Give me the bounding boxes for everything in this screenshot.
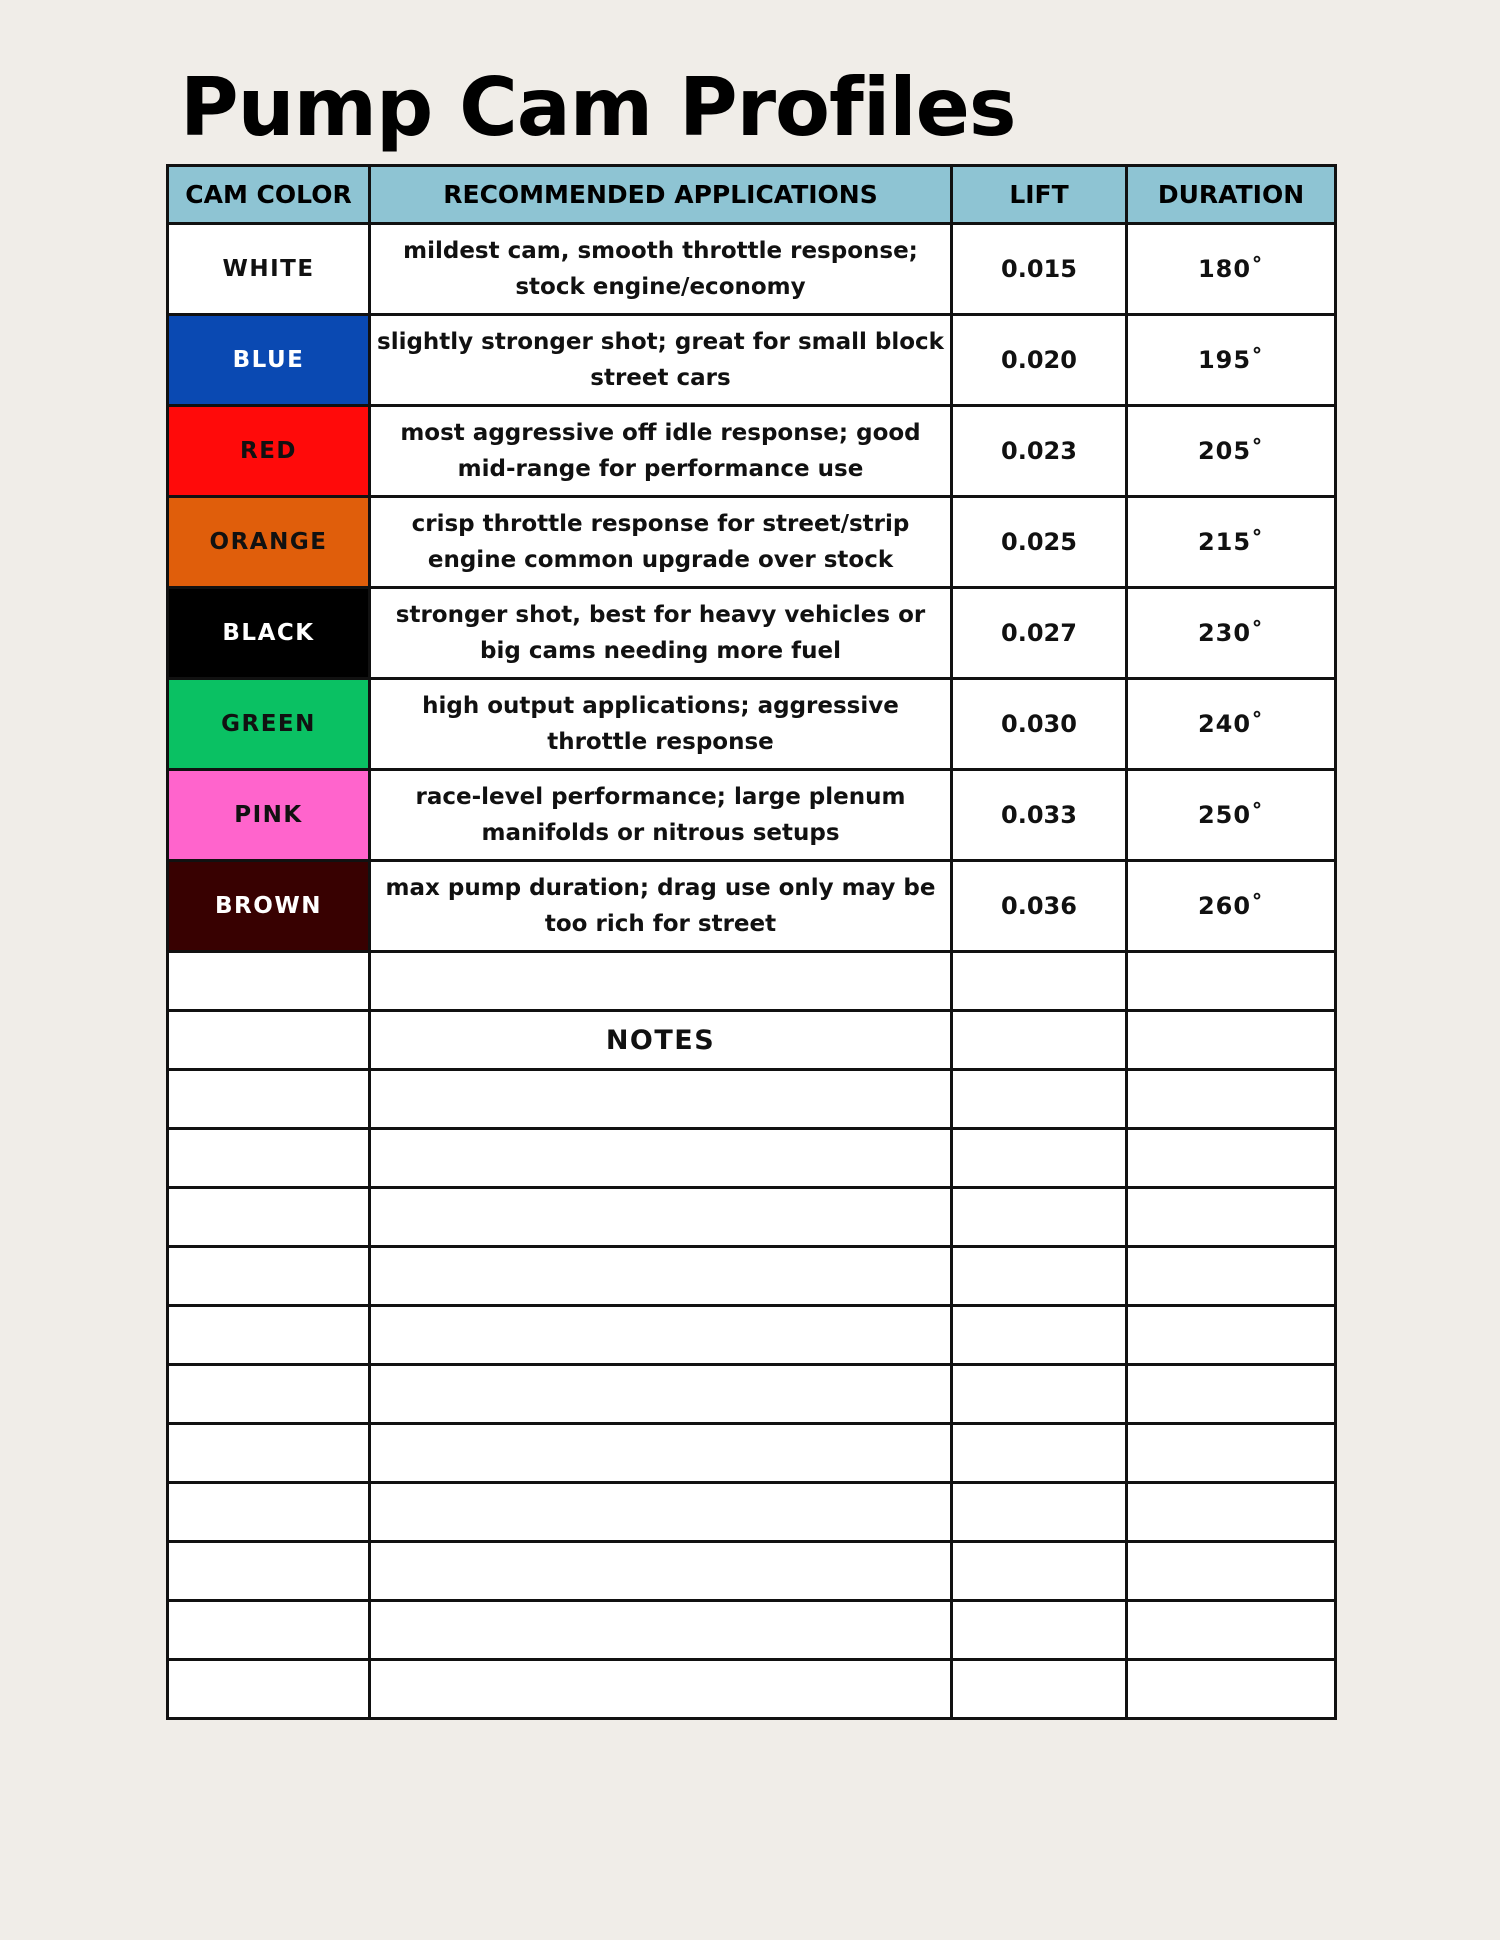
blank-cell (952, 1188, 1127, 1247)
blank-row (168, 1483, 1336, 1542)
cam-color-swatch: BROWN (168, 861, 370, 952)
blank-cell (952, 1483, 1127, 1542)
lift-cell: 0.025 (952, 497, 1127, 588)
blank-cell (1127, 1129, 1336, 1188)
blank-cell (1127, 1601, 1336, 1660)
recommended-applications-cell: high output applications; aggressive throttle response (370, 679, 952, 770)
blank-cell (370, 1306, 952, 1365)
blank-cell (952, 1070, 1127, 1129)
blank-cell (370, 1365, 952, 1424)
blank-cell (168, 1247, 370, 1306)
lift-cell: 0.023 (952, 406, 1127, 497)
blank-cell (952, 1542, 1127, 1601)
blank-cell (1127, 1424, 1336, 1483)
blank-row (168, 1660, 1336, 1719)
blank-cell (1127, 1365, 1336, 1424)
blank-cell (952, 1306, 1127, 1365)
blank-cell (952, 1247, 1127, 1306)
header-lift: LIFT (952, 166, 1127, 224)
blank-cell (370, 1542, 952, 1601)
table-row (168, 315, 1336, 406)
blank-cell (952, 1129, 1127, 1188)
blank-cell (370, 1660, 952, 1719)
recommended-applications-cell: slightly stronger shot; great for small block street cars (370, 315, 952, 406)
blank-row (168, 1306, 1336, 1365)
duration-cell: 230˚ (1127, 588, 1336, 679)
duration-cell: 215˚ (1127, 497, 1336, 588)
duration-cell: 205˚ (1127, 406, 1336, 497)
blank-cell (952, 1365, 1127, 1424)
cam-profiles-table (166, 164, 1337, 1720)
blank-cell (1127, 1306, 1336, 1365)
blank-row (168, 1129, 1336, 1188)
table-header-row (168, 166, 1336, 224)
blank-cell (952, 1601, 1127, 1660)
blank-row (168, 1365, 1336, 1424)
recommended-applications-cell: race-level performance; large plenum manifolds or nitrous setups (370, 770, 952, 861)
blank-cell (1127, 1542, 1336, 1601)
table-row (168, 588, 1336, 679)
cam-color-swatch: BLUE (168, 315, 370, 406)
blank-cell (168, 1365, 370, 1424)
blank-cell (370, 1070, 952, 1129)
recommended-applications-cell: crisp throttle response for street/strip engine common upgrade over stock (370, 497, 952, 588)
lift-cell: 0.036 (952, 861, 1127, 952)
table-row (168, 497, 1336, 588)
duration-cell: 260˚ (1127, 861, 1336, 952)
blank-cell (1127, 952, 1336, 1011)
blank-cell (168, 1129, 370, 1188)
blank-cell (1127, 1247, 1336, 1306)
blank-cell (370, 1424, 952, 1483)
blank-cell (168, 1483, 370, 1542)
blank-row (168, 1542, 1336, 1601)
table-row (168, 861, 1336, 952)
duration-cell: 180˚ (1127, 224, 1336, 315)
header-recommended-applications: RECOMMENDED APPLICATIONS (370, 166, 952, 224)
blank-row (168, 1188, 1336, 1247)
blank-row (168, 1070, 1336, 1129)
blank-cell (1127, 1070, 1336, 1129)
lift-cell: 0.027 (952, 588, 1127, 679)
duration-cell: 195˚ (1127, 315, 1336, 406)
blank-row (168, 952, 1336, 1011)
blank-cell (1127, 1011, 1336, 1070)
blank-cell (168, 1306, 370, 1365)
notes-row (168, 1011, 1336, 1070)
header-cam-color: CAM COLOR (168, 166, 370, 224)
blank-cell (168, 1070, 370, 1129)
blank-row (168, 1601, 1336, 1660)
table-row (168, 224, 1336, 315)
recommended-applications-cell: stronger shot, best for heavy vehicles or big cams needing more fuel (370, 588, 952, 679)
table-row (168, 770, 1336, 861)
blank-cell (168, 1011, 370, 1070)
duration-cell: 240˚ (1127, 679, 1336, 770)
blank-cell (952, 1011, 1127, 1070)
cam-color-swatch: ORANGE (168, 497, 370, 588)
blank-row (168, 1424, 1336, 1483)
blank-cell (370, 952, 952, 1011)
cam-color-swatch: GREEN (168, 679, 370, 770)
blank-cell (370, 1247, 952, 1306)
blank-cell (168, 1601, 370, 1660)
blank-cell (168, 1188, 370, 1247)
cam-color-swatch: PINK (168, 770, 370, 861)
cam-color-swatch: RED (168, 406, 370, 497)
blank-cell (168, 1424, 370, 1483)
notes-label: NOTES (370, 1011, 952, 1070)
blank-cell (168, 952, 370, 1011)
blank-cell (370, 1129, 952, 1188)
blank-cell (1127, 1483, 1336, 1542)
lift-cell: 0.020 (952, 315, 1127, 406)
lift-cell: 0.015 (952, 224, 1127, 315)
duration-cell: 250˚ (1127, 770, 1336, 861)
blank-cell (952, 1660, 1127, 1719)
blank-cell (370, 1601, 952, 1660)
table-row (168, 406, 1336, 497)
blank-cell (168, 1660, 370, 1719)
recommended-applications-cell: mildest cam, smooth throttle response; stock engine/economy (370, 224, 952, 315)
header-duration: DURATION (1127, 166, 1336, 224)
lift-cell: 0.033 (952, 770, 1127, 861)
blank-cell (1127, 1660, 1336, 1719)
table-body (168, 224, 1336, 1719)
recommended-applications-cell: most aggressive off idle response; good mid-range for performance use (370, 406, 952, 497)
blank-cell (370, 1188, 952, 1247)
recommended-applications-cell: max pump duration; drag use only may be too rich for street (370, 861, 952, 952)
page-title: Pump Cam Profiles (180, 61, 1016, 154)
table-row (168, 679, 1336, 770)
blank-cell (168, 1542, 370, 1601)
blank-cell (952, 1424, 1127, 1483)
blank-cell (370, 1483, 952, 1542)
blank-cell (952, 952, 1127, 1011)
cam-color-swatch: BLACK (168, 588, 370, 679)
cam-color-swatch: WHITE (168, 224, 370, 315)
blank-row (168, 1247, 1336, 1306)
blank-cell (1127, 1188, 1336, 1247)
lift-cell: 0.030 (952, 679, 1127, 770)
